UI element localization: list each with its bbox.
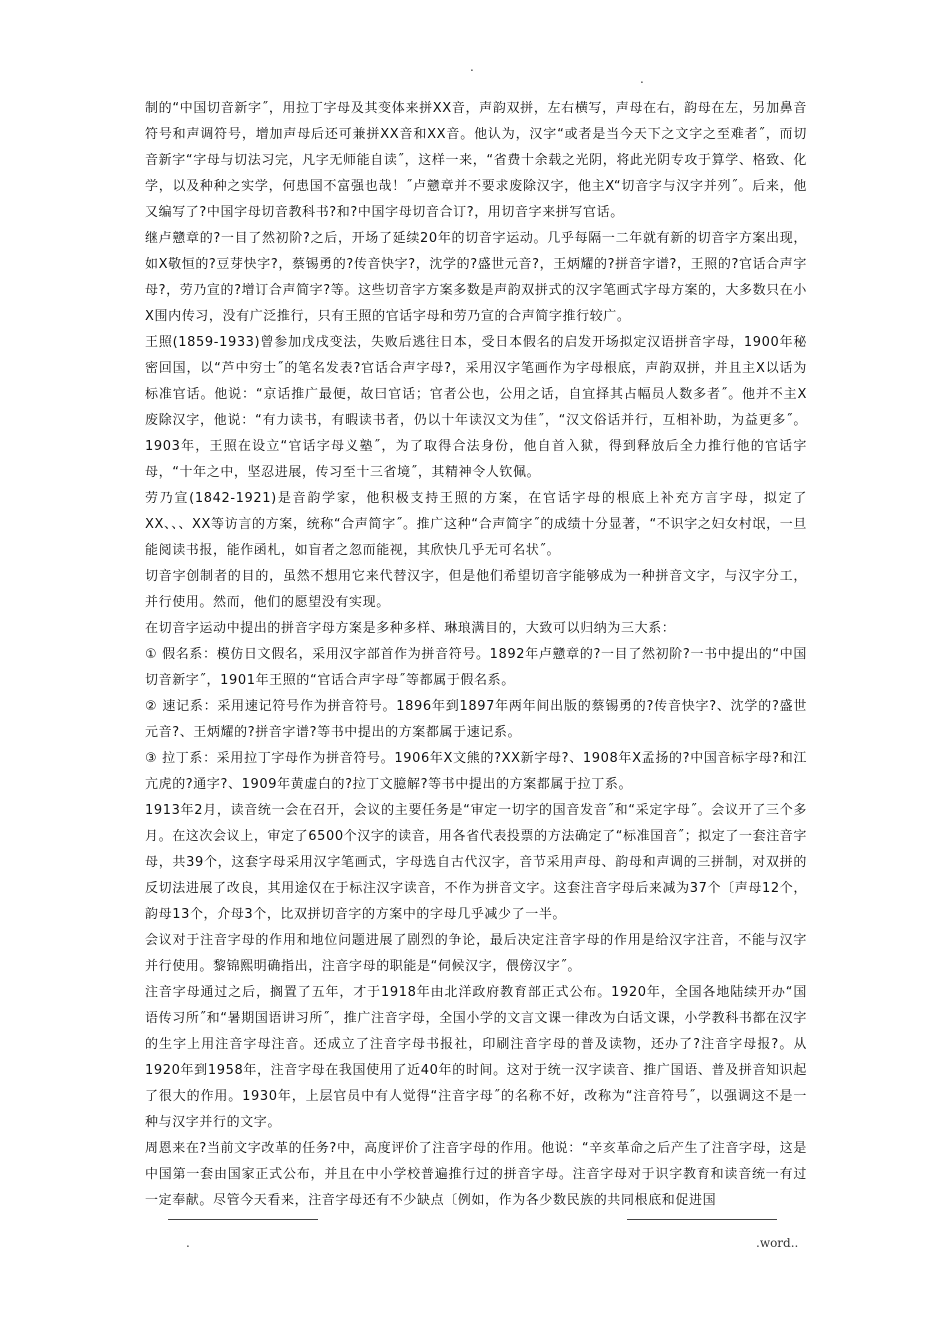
paragraph-4: 劳乃宣(1842-1921)是音韵学家，他积极支持王照的方案，在官话字母的根底上补充方言字母，拟定了XX、、、XX等访言的方案，统称“合声简字˝。推广这种“合声简字˝的成绩十分显著，“不识字之妇女村氓，一旦能阅读书报，能作函札，如盲者之忽而能视，其欣快几乎无可名状˝。 — [145, 491, 807, 558]
paragraph-2: 继卢戆章的?一目了然初阶?之后，开场了延续20年的切音字运动。几乎每隔一二年就有新的切音字方案出现，如X敬恒的?豆芽快字?，蔡锡勇的?传音快字?，沈学的?盛世元音?，王炳耀的?拼音字谱?，王照的?官话合声字母?，劳乃宣的?增订合声简字?等。这些切音字方案多数是声韵双拼式的汉字笔画式字母方案的，大多数只在小X围内传习，没有广泛推行，只有王照的官话字母和劳乃宣的合声简字推行较广。 — [145, 231, 807, 324]
footer-rule-right — [627, 1219, 777, 1220]
header-dot-right: . — [640, 72, 644, 86]
document-body — [145, 96, 807, 1214]
paragraph-7: ① 假名系：模仿日文假名，采用汉字部首作为拼音符号。1892年卢戆章的?一目了然初阶?一书中提出的“中国切音新字˝，1901年王照的“官话合声字母˝等都属于假名系。 — [145, 647, 807, 688]
paragraph-13: 周恩来在?当前文字改革的任务?中，高度评价了注音字母的作用。他说：“辛亥革命之后产生了注音字母，这是中国第一套由国家正式公布，并且在中小学校普遍推行过的拼音字母。注音字母对于识字教育和读音统一有过一定奉献。尽管今天看来，注音字母还有不少缺点〔例如，作为各少数民族的共同根底和促进国 — [145, 1141, 807, 1208]
paragraph-12: 注音字母通过之后，搁置了五年，才于1918年由北洋政府教育部正式公布。1920年，全国各地陆续开办“国语传习所˝和“暑期国语讲习所˝，推广注音字母，全国小学的文言文课一律改为白话文课，小学教科书都在汉字的生字上用注音字母注音。还成立了注音字母书报社，印刷注音字母的普及读物，还办了?注音字母报?。从1920年到1958年，注音字母在我国使用了近40年的时间。这对于统一汉字读音、推广国语、普及拼音知识起了很大的作用。1930年，上层官员中有人觉得“注音字母˝的名称不好，改称为“注音符号˝，以强调这不是一种与汉字并行的文字。 — [145, 985, 807, 1130]
footer-word-mark: .word.. — [756, 1236, 799, 1250]
paragraph-3: 王照(1859-1933)曾参加戊戌变法，失败后逃往日本，受日本假名的启发开场拟定汉语拼音字母，1900年秘密回国，以“芦中穷士˝的笔名发表?官话合声字母?，采用汉字笔画作为字母根底，声韵双拼，并且主X以话为标准官话。他说：“京话推广最便，故曰官话；官者公也，公用之话，自宜择其占幅员人数多者˝。他并不主X废除汉字，他说：“有力读书，有暇读书者，仍以十年读汉文为佳˝，“汉文俗话并行，互相补助，为益更多˝。1903年，王照在设立“官话字母义塾˝，为了取得合法身份，他自首入狱，得到释放后全力推行他的官话字母，“十年之中，坚忍进展，传习至十三省境˝，其精神令人钦佩。 — [145, 335, 807, 480]
footer-rule-left — [168, 1219, 318, 1220]
paragraph-9: ③ 拉丁系：采用拉丁字母作为拼音符号。1906年X文熊的?XX新字母?、1908年X孟扬的?中国音标字母?和江亢虎的?通字?、1909年黄虚白的?拉丁文臆解?等书中提出的方案都属于拉丁系。 — [145, 751, 807, 792]
header-dot-left: . — [470, 60, 474, 74]
footer-dot: . — [186, 1236, 190, 1250]
paragraph-6: 在切音字运动中提出的拼音字母方案是多种多样、琳琅满目的，大致可以归纳为三大系： — [145, 621, 676, 636]
paragraph-10: 1913年2月，读音统一会在召开，会议的主要任务是“审定一切字的国音发音˝和“采定字母˝。会议开了三个多月。在这次会议上，审定了6500个汉字的读音，用各省代表投票的方法确定了“标准国音˝；拟定了一套注音字母，共39个，这套字母采用汉字笔画式，字母选自古代汉字，音节采用声母、韵母和声调的三拼制，对双拼的反切法进展了改良，其用途仅在于标注汉字读音，不作为拼音文字。这套注音字母后来减为37个〔声母12个，韵母13个，介母3个，比双拼切音字的方案中的字母几乎减少了一半。 — [145, 803, 807, 922]
paragraph-8: ② 速记系：采用速记符号作为拼音符号。1896年到1897年两年间出版的蔡锡勇的?传音快字?、沈学的?盛世元音?、王炳耀的?拼音字谱?等书中提出的方案都属于速记系。 — [145, 699, 807, 740]
paragraph-11: 会议对于注音字母的作用和地位问题进展了剧烈的争论，最后决定注音字母的作用是给汉字注音，不能与汉字并行使用。黎锦熙明确指出，注音字母的职能是“伺候汉字，偎傍汉字˝。 — [145, 933, 807, 974]
paragraph-1: 制的“中国切音新字˝，用拉丁字母及其变体来拼XX音，声韵双拼，左右横写，声母在右，韵母在左，另加鼻音符号和声调符号，增加声母后还可兼拼XX音和XX音。他认为，汉字“或者是当今天下之文字之至难者˝，而切音新字“字母与切法习完，凡字无师能自读˝，这样一来，“省费十余载之光阴，将此光阴专攻于算学、格致、化学，以及种种之实学，何患国不富强也哉！˝卢戆章并不要求废除汉字，他主X“切音字与汉字并列˝。后来，他又编写了?中国字母切音教科书?和?中国字母切音合订?，用切音字来拼写官话。 — [145, 101, 807, 220]
paragraph-5: 切音字创制者的目的，虽然不想用它来代替汉字，但是他们希望切音字能够成为一种拼音文字，与汉字分工，并行使用。然而，他们的愿望没有实现。 — [145, 569, 807, 610]
